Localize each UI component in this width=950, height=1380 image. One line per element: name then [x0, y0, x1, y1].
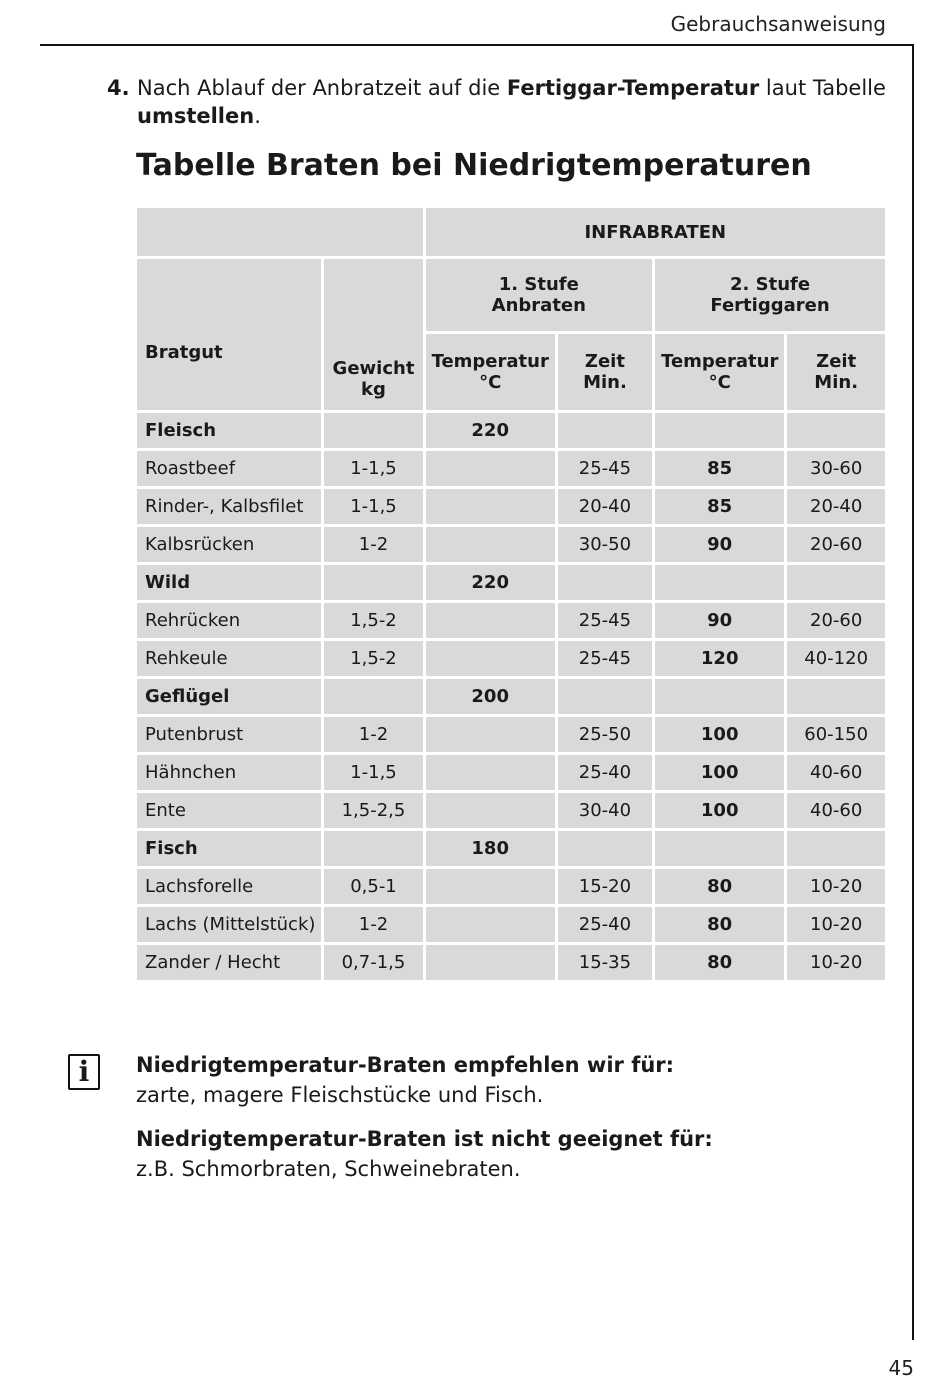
cell-temp1	[426, 755, 555, 790]
cell-gewicht	[324, 565, 422, 600]
cell-zeit2: 20-60	[787, 527, 885, 562]
right-margin-rule	[912, 44, 914, 1340]
cell-temp1: 220	[426, 413, 555, 448]
cell-temp2	[655, 679, 784, 714]
table-title: Tabelle Braten bei Niedrigtemperaturen	[136, 148, 812, 183]
info-recommended	[136, 1050, 896, 1110]
zeit2-line-1: Zeit	[816, 351, 857, 372]
gewicht-line-1: Gewicht	[332, 358, 415, 379]
cell-zeit1: 25-40	[558, 907, 652, 942]
cell-temp2: 100	[655, 793, 784, 828]
step-text-2: laut Tabelle	[759, 76, 886, 100]
step-bold-2: umstellen	[137, 104, 255, 128]
cell-zeit1	[558, 831, 652, 866]
cell-temp1	[426, 451, 555, 486]
cell-zeit1: 15-20	[558, 869, 652, 904]
cell-bratgut: Putenbrust	[137, 717, 321, 752]
column-header-gewicht	[324, 259, 422, 410]
column-header-bratgut: Bratgut	[137, 259, 321, 410]
category-row	[137, 831, 885, 866]
stage2-line-1: 2. Stufe	[730, 274, 811, 295]
cell-gewicht: 1,5-2,5	[324, 793, 422, 828]
cell-zeit1: 25-40	[558, 755, 652, 790]
cell-bratgut: Rinder-, Kalbsfilet	[137, 489, 321, 524]
cell-gewicht: 1,5-2	[324, 603, 422, 638]
stage1-line-1: 1. Stufe	[498, 274, 579, 295]
cell-bratgut: Lachs (Mittelstück)	[137, 907, 321, 942]
cell-temp2: 80	[655, 945, 784, 980]
cell-temp2: 80	[655, 869, 784, 904]
stage1-header	[426, 259, 653, 331]
cell-zeit2: 20-60	[787, 603, 885, 638]
header-empty-cell	[137, 208, 423, 256]
zeit2-line-2: Min.	[814, 372, 859, 393]
cell-bratgut: Roastbeef	[137, 451, 321, 486]
zeit1-line-2: Min.	[583, 372, 627, 393]
table-row	[137, 869, 885, 904]
cell-zeit2	[787, 413, 885, 448]
cell-zeit1: 25-50	[558, 717, 652, 752]
cell-bratgut: Geflügel	[137, 679, 321, 714]
info-text-2: z.B. Schmorbraten, Schweinebraten.	[136, 1157, 521, 1181]
cell-zeit1: 15-35	[558, 945, 652, 980]
stage2-line-2: Fertiggaren	[710, 295, 830, 316]
cell-temp1	[426, 945, 555, 980]
cell-zeit1	[558, 413, 652, 448]
cell-temp2: 90	[655, 603, 784, 638]
column-header-zeit1	[558, 334, 652, 410]
cell-temp2: 85	[655, 451, 784, 486]
cell-zeit2	[787, 679, 885, 714]
cell-zeit2: 40-120	[787, 641, 885, 676]
column-header-zeit2	[787, 334, 885, 410]
group-header-infrabraten: INFRABRATEN	[426, 208, 885, 256]
cell-zeit1: 25-45	[558, 451, 652, 486]
cell-zeit2: 20-40	[787, 489, 885, 524]
cell-bratgut: Rehkeule	[137, 641, 321, 676]
cell-bratgut: Ente	[137, 793, 321, 828]
cell-temp1: 220	[426, 565, 555, 600]
step-text-1: Nach Ablauf der Anbratzeit auf die	[137, 76, 507, 100]
info-icon: i	[68, 1054, 100, 1090]
cell-temp1	[426, 717, 555, 752]
table-row	[137, 717, 885, 752]
temp1-line-2: °C	[479, 372, 502, 393]
info-heading-1: Niedrigtemperatur-Braten empfehlen wir für:	[136, 1053, 675, 1077]
cell-zeit1: 30-50	[558, 527, 652, 562]
cell-temp1: 180	[426, 831, 555, 866]
cell-zeit2: 10-20	[787, 945, 885, 980]
table-row	[137, 603, 885, 638]
cell-zeit2	[787, 565, 885, 600]
cell-zeit1: 25-45	[558, 641, 652, 676]
cell-temp2: 100	[655, 717, 784, 752]
cell-temp2: 120	[655, 641, 784, 676]
cell-gewicht	[324, 413, 422, 448]
cell-gewicht: 1-2	[324, 527, 422, 562]
table-row	[137, 527, 885, 562]
cell-bratgut: Fisch	[137, 831, 321, 866]
cell-gewicht: 0,5-1	[324, 869, 422, 904]
cell-gewicht: 1-1,5	[324, 489, 422, 524]
cell-gewicht: 1-1,5	[324, 755, 422, 790]
temp2-line-1: Temperatur	[661, 351, 779, 372]
table-row	[137, 945, 885, 980]
cell-temp2: 80	[655, 907, 784, 942]
cell-temp2	[655, 831, 784, 866]
cell-temp2: 100	[655, 755, 784, 790]
cell-temp1	[426, 869, 555, 904]
table-row	[137, 793, 885, 828]
cell-zeit1	[558, 565, 652, 600]
cell-temp1	[426, 907, 555, 942]
column-header-temp1	[426, 334, 555, 410]
gewicht-line-2: kg	[361, 379, 386, 400]
cell-zeit1: 25-45	[558, 603, 652, 638]
step-instruction	[107, 74, 897, 130]
step-number: 4.	[107, 76, 130, 100]
zeit1-line-1: Zeit	[584, 351, 625, 372]
stage2-header	[655, 259, 885, 331]
cell-gewicht: 0,7-1,5	[324, 945, 422, 980]
cell-zeit2: 10-20	[787, 869, 885, 904]
cell-bratgut: Wild	[137, 565, 321, 600]
cell-zeit1: 30-40	[558, 793, 652, 828]
cell-bratgut: Rehrücken	[137, 603, 321, 638]
category-row	[137, 679, 885, 714]
info-text-1: zarte, magere Fleischstücke und Fisch.	[136, 1083, 544, 1107]
cell-gewicht: 1-2	[324, 717, 422, 752]
cell-zeit1: 20-40	[558, 489, 652, 524]
table-row	[137, 755, 885, 790]
header-rule	[40, 44, 914, 46]
cell-zeit2: 40-60	[787, 793, 885, 828]
cell-bratgut: Lachsforelle	[137, 869, 321, 904]
cell-zeit2: 40-60	[787, 755, 885, 790]
column-header-temp2	[655, 334, 784, 410]
stage1-line-2: Anbraten	[491, 295, 586, 316]
cell-temp1	[426, 489, 555, 524]
cell-bratgut: Hähnchen	[137, 755, 321, 790]
cell-gewicht: 1,5-2	[324, 641, 422, 676]
cell-zeit2: 30-60	[787, 451, 885, 486]
cell-gewicht	[324, 831, 422, 866]
cell-temp1	[426, 603, 555, 638]
step-text-3: .	[254, 104, 261, 128]
cell-bratgut: Kalbsrücken	[137, 527, 321, 562]
cell-zeit1	[558, 679, 652, 714]
cell-temp1	[426, 527, 555, 562]
table-row	[137, 641, 885, 676]
cell-bratgut: Fleisch	[137, 413, 321, 448]
cell-temp2: 90	[655, 527, 784, 562]
table-row	[137, 451, 885, 486]
cell-zeit2	[787, 831, 885, 866]
page-number: 45	[888, 1356, 914, 1380]
cell-zeit2: 60-150	[787, 717, 885, 752]
info-heading-2: Niedrigtemperatur-Braten ist nicht geeignet für:	[136, 1127, 713, 1151]
category-row	[137, 565, 885, 600]
cell-zeit2: 10-20	[787, 907, 885, 942]
table-row	[137, 907, 885, 942]
category-row	[137, 413, 885, 448]
cell-gewicht	[324, 679, 422, 714]
cell-temp2: 85	[655, 489, 784, 524]
header-title: Gebrauchsanweisung	[670, 12, 886, 36]
roasting-table	[134, 205, 888, 983]
temp2-line-2: °C	[708, 372, 731, 393]
step-bold-1: Fertiggar-Temperatur	[506, 76, 760, 100]
temp1-line-1: Temperatur	[431, 351, 549, 372]
cell-temp1: 200	[426, 679, 555, 714]
info-not-suitable	[136, 1124, 896, 1184]
cell-temp1	[426, 641, 555, 676]
cell-gewicht: 1-2	[324, 907, 422, 942]
cell-temp2	[655, 565, 784, 600]
cell-bratgut: Zander / Hecht	[137, 945, 321, 980]
cell-gewicht: 1-1,5	[324, 451, 422, 486]
cell-temp2	[655, 413, 784, 448]
table-row	[137, 489, 885, 524]
cell-temp1	[426, 793, 555, 828]
